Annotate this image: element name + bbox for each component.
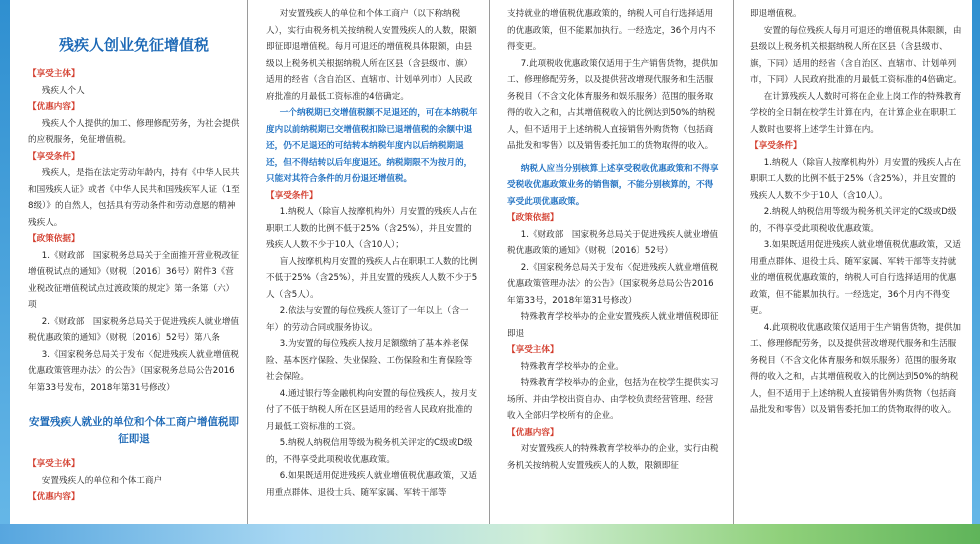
subject-description: 特殊教育学校举办的企业，包括为在校学生提供实习场所、并由学校出资自办、由学校负责经营管理、经营收入全部归学校所有的企业。 [507,378,719,421]
basis-item: 1.《财政部 国家税务总局关于促进残疾人就业增值税优惠政策的通知》（财税〔2016〕52号） [507,229,719,256]
section-label-content: 【优惠内容】 [28,102,80,112]
content-text: 对安置残疾人的特殊教育学校举办的企业，实行由税务机关按纳税人安置残疾人的人数，限额即征 [507,444,719,471]
section-label-subject: 【享受主体】 [28,459,80,469]
column-divider [733,0,734,524]
basis-item: 1.《财政部 国家税务总局关于全面推开营业税改征增值税试点的通知》（财税〔2016〕36号）附件3《营业税改征增值税试点过渡政策的规定》第一条第（六）项 [28,250,240,310]
condition-item: 3.如果既适用促进残疾人就业增值税优惠政策，又适用重点群体、退役士兵、随军家属、军转干部等支持就业的增值税优惠政策的，纳税人可自行选择适用的优惠政策，但不能累加执行。一经选定，36个月内不得变更。 [750,240,962,316]
paragraph: 即退增值税。 [750,9,802,19]
highlight-paragraph: 一个纳税期已交增值税额不足退还的，可在本纳税年度内以前纳税期已交增值税扣除已退增值税的余额中退还，仍不足退还的可结转本纳税年度内以后纳税期退还，但不得结转以后年度退还。纳税期限不为按月的，只能对其符合条件的月份退还增值税。 [266,108,478,184]
paragraph: 对安置残疾人的单位和个体工商户（以下称纳税人），实行由税务机关按纳税人安置残疾人的人数，限额即征即退增值税。每月可退还的增值税具体限额，由县级以上税务机关根据纳税人所在区县（含县级市、旗）适用的经省（含自治区、直辖市、计划单列市）人民政府批准的月最低工资标准的4倍确定。 [266,9,477,102]
section-label-content: 【优惠内容】 [28,492,80,502]
basis-item: 3.《国家税务总局关于发布〈促进残疾人就业增值税优惠政策管理办法〉的公告》（国家税务总局公告2016年第33号发布，2018年第31号修改） [28,349,240,393]
left-edge-stripe [0,0,10,544]
section-label-basis: 【政策依据】 [28,234,80,244]
subject-text: 残疾人个人 [41,85,85,96]
section-label-basis: 【政策依据】 [507,213,559,223]
condition-item: 2.纳税人纳税信用等级为税务机关评定的C级或D级的，不得享受此项税收优惠政策。 [750,207,957,234]
right-edge-stripe [972,0,980,544]
basis-item: 2.《财政部 国家税务总局关于促进残疾人就业增值税优惠政策的通知》（财税〔2016〕52号）第八条 [28,316,240,343]
section-label-conditions: 【享受条件】 [750,141,802,151]
subject-text: 安置残疾人的单位和个体工商户 [41,475,163,486]
content-text: 残疾人个人提供的加工、修理修配劳务，为社会提供的应税服务，免征增值税。 [28,118,240,145]
condition-item: 3.为安置的每位残疾人按月足额缴纳了基本养老保险、基本医疗保险、失业保险、工伤保险和生育保险等社会保险。 [266,339,473,382]
column-4 [750,6,962,514]
basis-item: 2.《国家税务总局关于发布〈促进残疾人就业增值税优惠政策管理办法〉的公告》（国家税务总局公告2016年第33号，2018年第31号修改） [507,262,719,306]
column-divider [489,0,490,524]
condition-item: 2.依法与安置的每位残疾人签订了一年以上（含一年）的劳动合同或服务协议。 [266,306,469,333]
condition-item: 1.纳税人（除盲人按摩机构外）月安置的残疾人占在职职工人数的比例不低于25%（含25%），并且安置的残疾人人数不少于10人（含10人）； [266,207,478,250]
column-2 [266,6,478,514]
condition-item: 5.纳税人纳税信用等级为税务机关评定的C级或D级的，不得享受此项税收优惠政策。 [266,438,473,465]
subject-text: 特殊教育学校举办的企业。 [520,361,624,372]
condition-item: 4.通过银行等金融机构向安置的每位残疾人，按月支付了不低于纳税人所在区县适用的经省人民政府批准的月最低工资标准的工资。 [266,388,478,432]
condition-item: 4.此项税收优惠政策仅适用于生产销售货物，提供加工、修理修配劳务，以及提供营改增现代服务和生活服务税目（不含文化体育服务和娱乐服务）范围的服务取得的收入之和，占其增值税收入的比例达到50%的纳税人，但不适用于上述纳税人直接销售外购货物（包括商品批发和零售）以及销售委托加工的货物取得的收入。 [750,322,962,415]
condition-item: 1.纳税人（除盲人按摩机构外）月安置的残疾人占在职职工人数的比例不低于25%（含25%），并且安置的残疾人人数不少于10人（含10人）。 [750,157,962,201]
highlight-paragraph: 纳税人应当分别核算上述享受税收优惠政策和不得享受税收优惠政策业务的销售额，不能分别核算的，不得享受此项优惠政策。 [507,163,719,207]
page-title: 残疾人创业免征增值税 [58,36,209,54]
paragraph: 安置的每位残疾人每月可退还的增值税具体限额，由县级以上税务机关根据纳税人所在区县（含县级市、旗，下同）适用的经省（含自治区、直辖市、计划单列市，下同）人民政府批准的月最低工资标准的4倍确定。 [750,25,962,85]
section-label-conditions: 【享受条件】 [266,190,318,201]
paragraph: 在计算残疾人人数时可将在企业上岗工作的特殊教育学校的全日制在校学生计算在内，在计算企业在职职工人数时也要将上述学生计算在内。 [750,91,962,135]
section-subtitle: 特殊教育学校举办的企业安置残疾人就业增值税即征即退 [507,312,719,339]
section-subtitle: 安置残疾人就业的单位和个体工商户增值税即征即退 [29,416,239,445]
section-label-subject: 【享受主体】 [507,345,559,355]
paragraph: 支持就业的增值税优惠政策的，纳税人可自行选择适用的优惠政策，但不能累加执行。一经选定，36个月内不得变更。 [507,9,716,52]
paragraph: 7.此项税收优惠政策仅适用于生产销售货物，提供加工、修理修配劳务，以及提供营改增现代服务和生活服务税目（不含文化体育服务和娱乐服务）范围的服务取得的收入之和，占其增值税收入的比例达到50%的纳税人，但不适用于上述纳税人直接销售外购货物（包括商品批发和零售）以及销售委托加工的货物取得的收入。 [507,58,719,151]
section-label-conditions: 【享受条件】 [28,151,80,162]
bottom-decorative-band [0,524,980,544]
column-1 [28,6,240,514]
condition-item: 盲人按摩机构月安置的残疾人占在职职工人数的比例不低于25%（含25%），并且安置的残疾人人数不少于5人（含5人）。 [266,256,478,300]
section-label-subject: 【享受主体】 [28,69,80,79]
column-3 [507,6,719,514]
conditions-text: 残疾人，是指在法定劳动年龄内，持有《中华人民共和国残疾人证》或者《中华人民共和国残疾军人证（1至8级）》的自然人，包括具有劳动条件和劳动意愿的精神残疾人。 [28,168,240,228]
condition-item: 6.如果既适用促进残疾人就业增值税优惠政策，又适用重点群体、退役士兵、随军家属、军转干部等 [266,471,478,498]
column-divider [247,0,248,524]
section-label-content: 【优惠内容】 [507,427,559,438]
